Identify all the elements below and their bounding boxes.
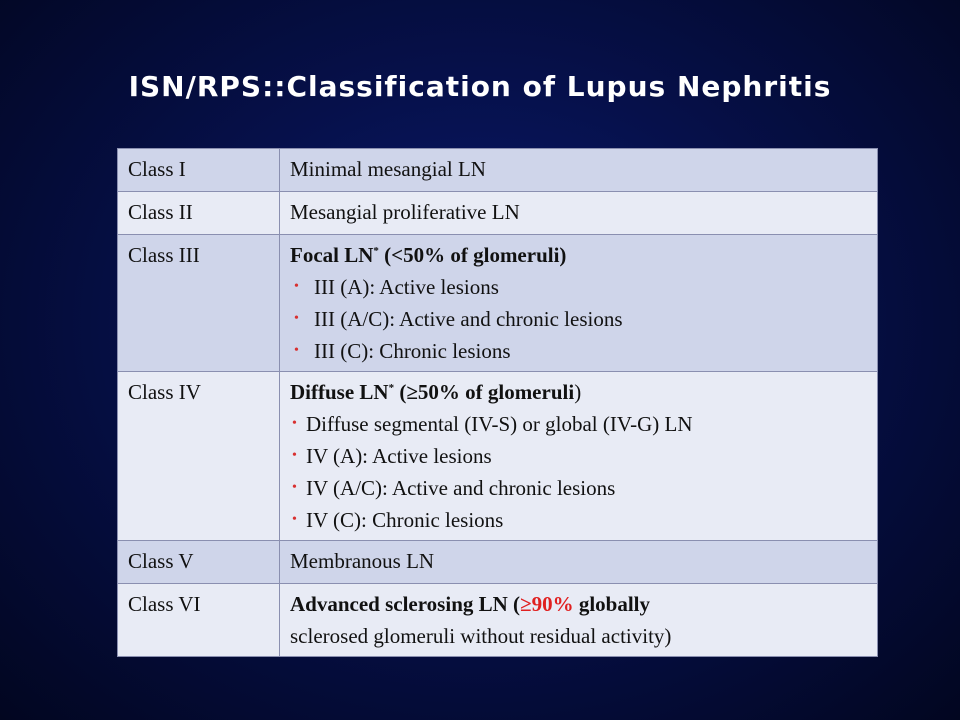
class-description-line: sclerosed glomeruli without residual activity) bbox=[290, 624, 672, 648]
bullet-icon: • bbox=[294, 279, 299, 294]
class-description bbox=[280, 235, 878, 372]
class-label: Class VI bbox=[118, 584, 280, 657]
class-heading: Diffuse LN* (≥50% of glomeruli) bbox=[290, 380, 582, 404]
class-description: Membranous LN bbox=[280, 541, 878, 584]
list-item: • III (A): Active lesions bbox=[290, 271, 867, 303]
bullet-icon: • bbox=[292, 448, 297, 463]
class-description: Mesangial proliferative LN bbox=[280, 192, 878, 235]
bullet-icon: • bbox=[294, 343, 299, 358]
list-item: • III (A/C): Active and chronic lesions bbox=[290, 303, 867, 335]
class-label: Class II bbox=[118, 192, 280, 235]
subclass-list bbox=[290, 271, 867, 367]
subclass-list bbox=[290, 408, 867, 536]
table-row bbox=[118, 372, 878, 541]
threshold-highlight: ≥90% bbox=[520, 592, 574, 616]
list-item: • IV (A/C): Active and chronic lesions bbox=[290, 472, 867, 504]
list-item: • III (C): Chronic lesions bbox=[290, 335, 867, 367]
class-label: Class V bbox=[118, 541, 280, 584]
list-item: • IV (A): Active lesions bbox=[290, 440, 867, 472]
class-description bbox=[280, 584, 878, 657]
bullet-icon: • bbox=[292, 480, 297, 495]
slide-title: ISN/RPS::Classification of Lupus Nephritis bbox=[128, 70, 832, 103]
class-heading: Advanced sclerosing LN (≥90% globally bbox=[290, 592, 651, 616]
class-label: Class III bbox=[118, 235, 280, 372]
class-description bbox=[280, 372, 878, 541]
bullet-icon: • bbox=[294, 311, 299, 326]
table-row bbox=[118, 149, 878, 192]
classification-table bbox=[117, 148, 878, 657]
list-item: • IV (C): Chronic lesions bbox=[290, 504, 867, 536]
class-description: Minimal mesangial LN bbox=[280, 149, 878, 192]
table-row bbox=[118, 235, 878, 372]
bullet-icon: • bbox=[292, 416, 297, 431]
table-row bbox=[118, 541, 878, 584]
table-row bbox=[118, 584, 878, 657]
class-heading: Focal LN* (<50% of glomeruli) bbox=[290, 243, 567, 267]
list-item: • Diffuse segmental (IV-S) or global (IV-G) LN bbox=[290, 408, 867, 440]
class-label: Class IV bbox=[118, 372, 280, 541]
class-label: Class I bbox=[118, 149, 280, 192]
table-row bbox=[118, 192, 878, 235]
bullet-icon: • bbox=[292, 512, 297, 527]
